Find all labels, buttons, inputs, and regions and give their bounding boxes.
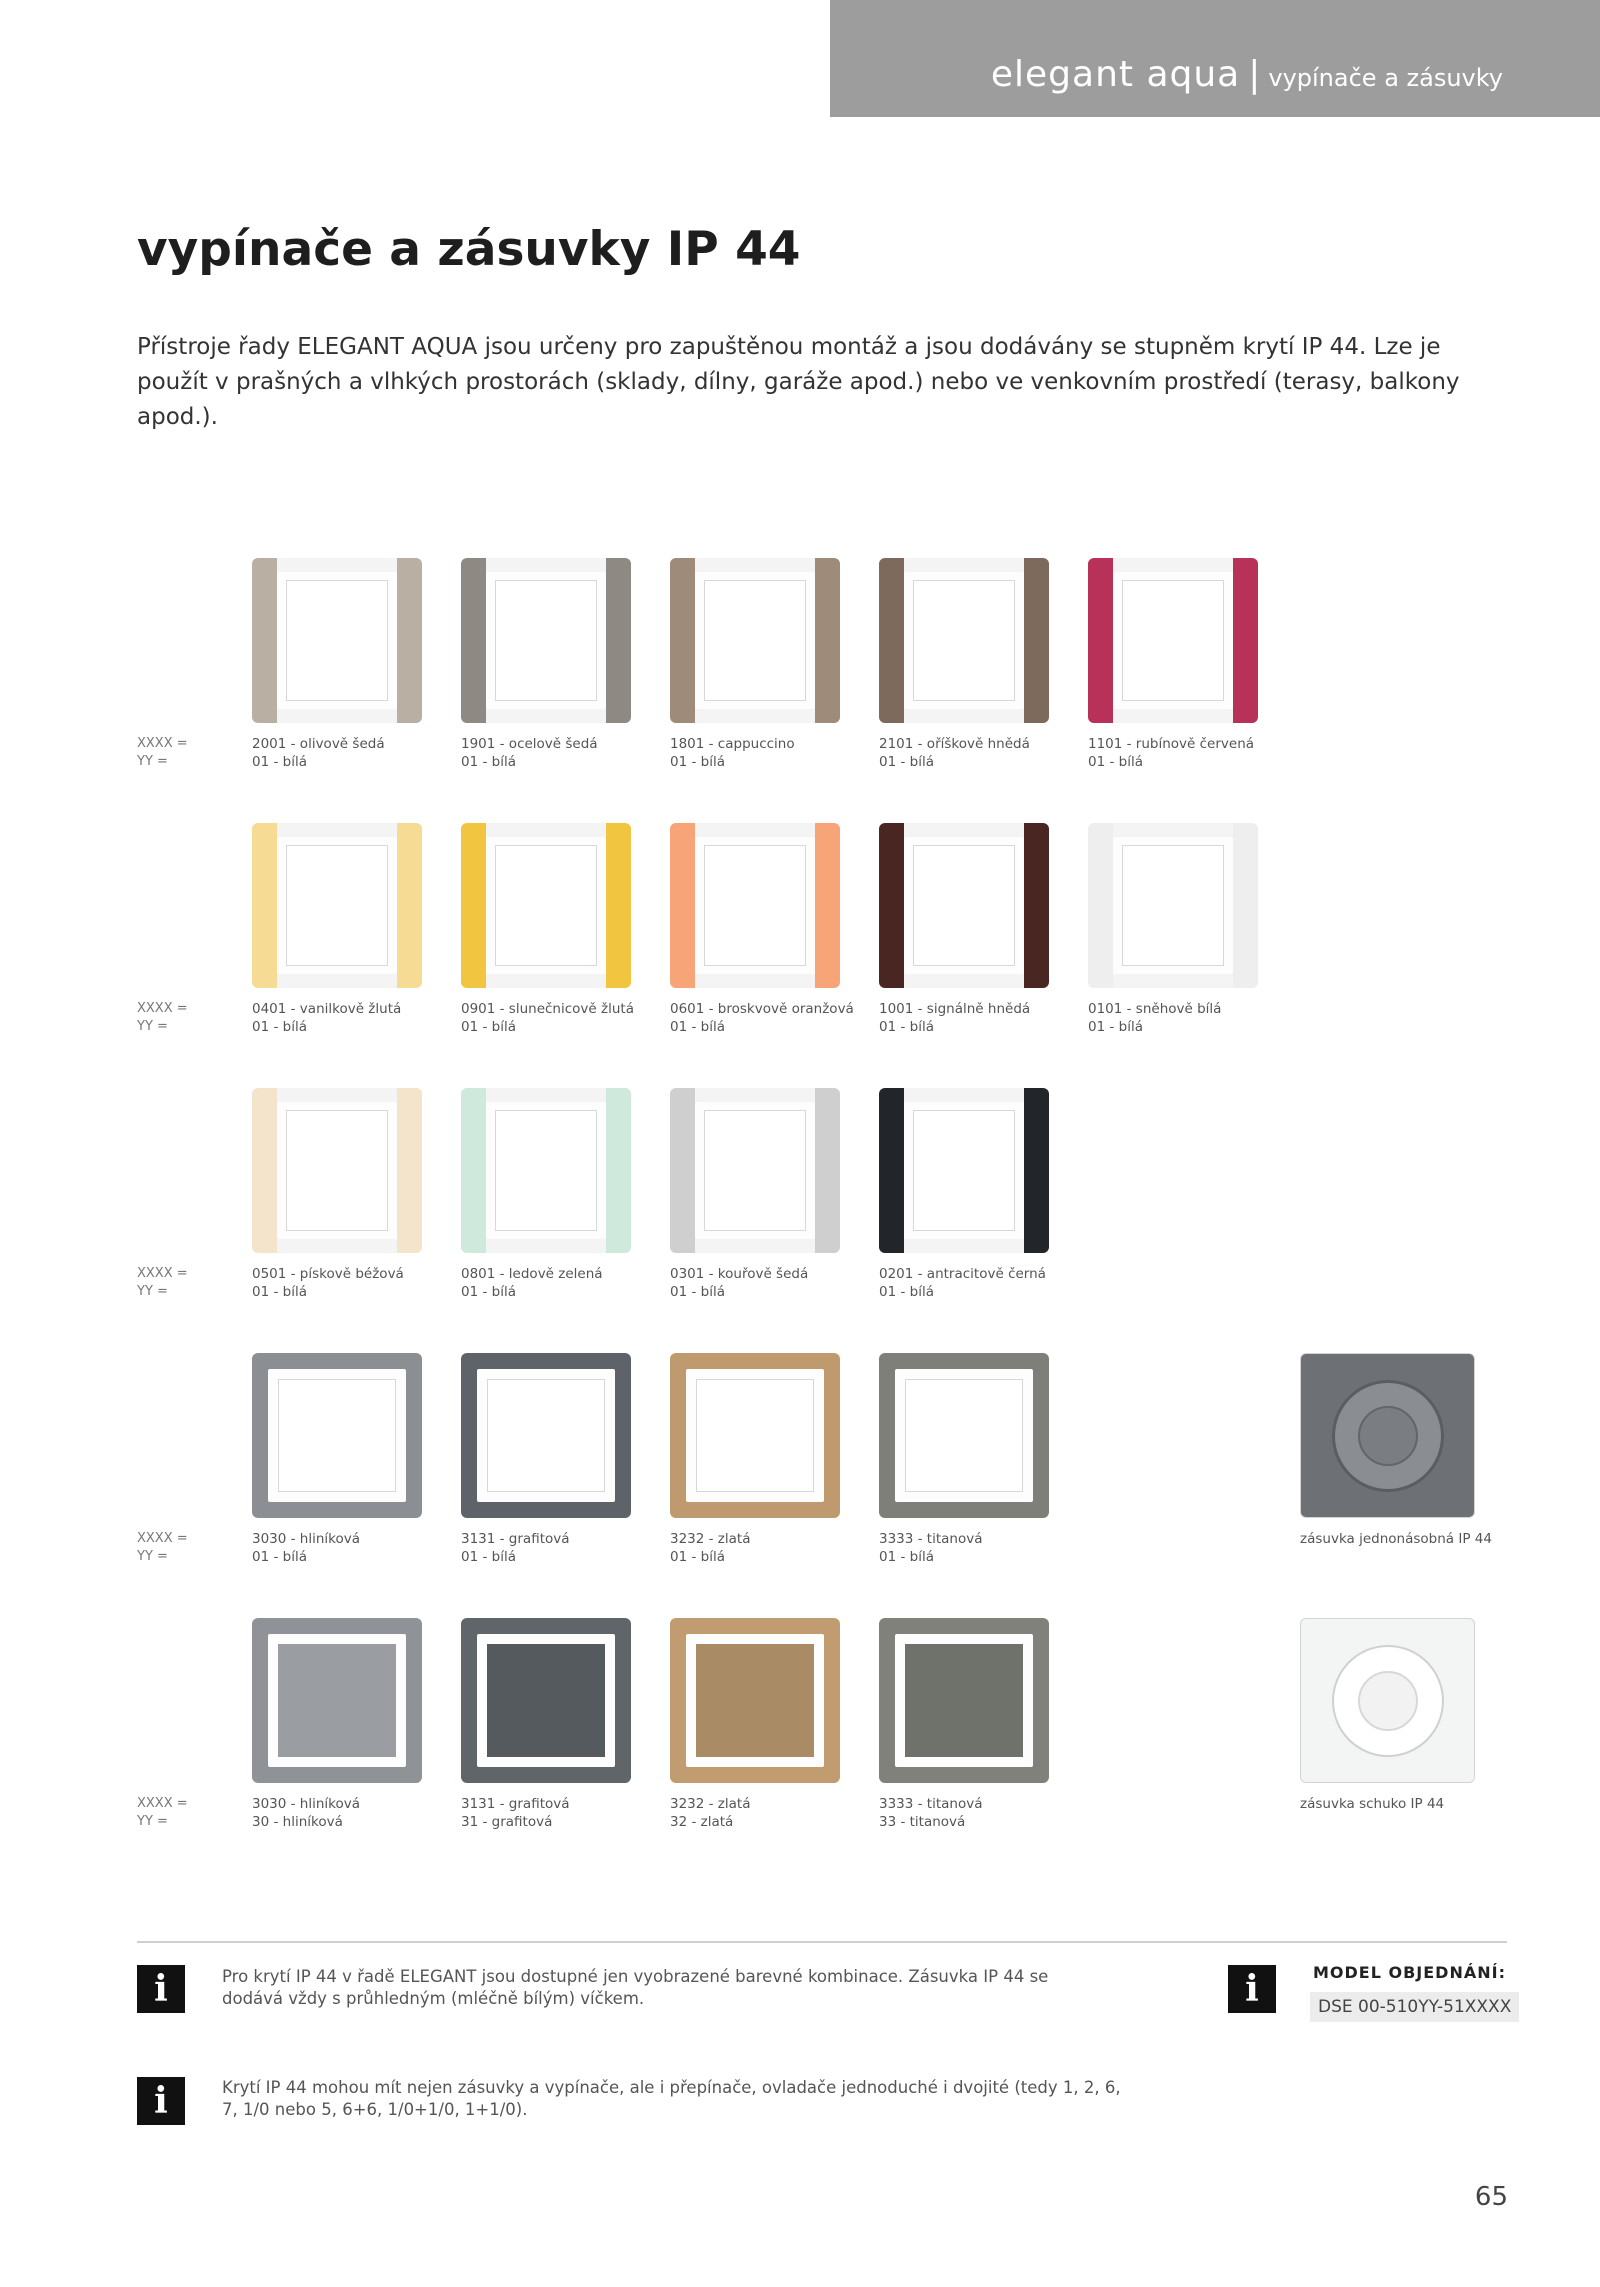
- socket-caption: zásuvka jednonásobná IP 44: [1300, 1531, 1492, 1547]
- frame-edge: [670, 823, 695, 988]
- switch-insert: [487, 1644, 605, 1757]
- color-swatch: [252, 1618, 462, 1878]
- swatch-caption: [1088, 735, 1308, 771]
- swatch-row: [0, 1088, 1600, 1348]
- swatch-caption: [879, 1000, 1099, 1036]
- color-swatch: [252, 1353, 462, 1613]
- color-swatch: [879, 1618, 1089, 1878]
- frame-image: [252, 558, 422, 723]
- key-insert-code: YY =: [137, 754, 168, 769]
- key-frame-code: XXXX =: [137, 1001, 188, 1016]
- frame-edge: [815, 558, 840, 723]
- frame-color-label: 2101 - oříškově hnědá: [879, 736, 1030, 752]
- color-swatch: [670, 1088, 880, 1348]
- swatch-caption: [461, 1530, 681, 1566]
- color-swatch: [670, 558, 880, 818]
- key-frame-code: XXXX =: [137, 736, 188, 751]
- frame-edge: [1233, 558, 1258, 723]
- swatch-caption: [879, 735, 1099, 771]
- page-title: vypínače a zásuvky IP 44: [137, 222, 801, 277]
- switch-insert: [696, 1644, 814, 1757]
- header-title: [991, 54, 1503, 95]
- color-swatch: [461, 1618, 671, 1878]
- color-swatch: [879, 558, 1089, 818]
- frame-image: [1088, 823, 1258, 988]
- swatch-caption: [670, 1000, 890, 1036]
- insert-color-label: 01 - bílá: [879, 754, 934, 770]
- frame-image: [1088, 558, 1258, 723]
- swatch-caption: [461, 1795, 681, 1831]
- switch-insert: [495, 580, 597, 701]
- frame-color-label: 0901 - slunečnicově žlutá: [461, 1001, 634, 1017]
- info-icon: i: [137, 2077, 185, 2125]
- switch-insert: [278, 1644, 396, 1757]
- swatch-row: [0, 1353, 1600, 1613]
- frame-image: [252, 823, 422, 988]
- frame-image: [252, 1088, 422, 1253]
- header-separator: |: [1248, 54, 1261, 95]
- switch-insert: [1122, 845, 1224, 966]
- color-swatch: [879, 823, 1089, 1083]
- color-swatch: [461, 823, 671, 1083]
- info-icon: i: [137, 1965, 185, 2013]
- insert-color-label: 31 - grafitová: [461, 1814, 553, 1830]
- key-insert-code: YY =: [137, 1549, 168, 1564]
- intro-paragraph: Přístroje řady ELEGANT AQUA jsou určeny pro zapuštěnou montáž a jsou dodávány se stupněm krytí IP 44. Lze je použít v prašných a vlhkých prostorách (sklady, dílny, garáže apod.) nebo ve venkovním prostředí (terasy, balkony apod.).: [137, 334, 1460, 430]
- insert-color-label: 01 - bílá: [879, 1549, 934, 1565]
- frame-color-label: 0201 - antracitově černá: [879, 1266, 1046, 1282]
- key-frame-code: XXXX =: [137, 1796, 188, 1811]
- switch-insert: [286, 1110, 388, 1231]
- frame-edge: [1024, 1088, 1049, 1253]
- frame-color-label: 3030 - hliníková: [252, 1796, 361, 1812]
- color-swatch: [252, 823, 462, 1083]
- socket-schuko-image: [1300, 1618, 1475, 1783]
- swatch-row: [0, 823, 1600, 1083]
- frame-image: [252, 1353, 422, 1518]
- frame-color-label: 3030 - hliníková: [252, 1531, 361, 1547]
- frame-edge: [670, 558, 695, 723]
- switch-insert: [696, 1379, 814, 1492]
- switch-insert: [913, 845, 1015, 966]
- switch-insert: [278, 1379, 396, 1492]
- frame-image: [461, 1353, 631, 1518]
- socket-face: [1358, 1406, 1418, 1466]
- color-swatch: [670, 1618, 880, 1878]
- socket-outlet: [1332, 1645, 1444, 1757]
- frame-edge: [252, 1088, 277, 1253]
- insert-color-label: 01 - bílá: [670, 1019, 725, 1035]
- switch-insert: [487, 1379, 605, 1492]
- swatch-caption: [252, 1265, 472, 1301]
- frame-color-label: 3333 - titanová: [879, 1796, 983, 1812]
- frame-edge: [397, 1088, 422, 1253]
- switch-insert: [913, 1110, 1015, 1231]
- frame-color-label: 2001 - olivově šedá: [252, 736, 385, 752]
- color-swatch: [252, 558, 462, 818]
- frame-color-label: 0501 - pískově béžová: [252, 1266, 404, 1282]
- switch-insert: [495, 845, 597, 966]
- switch-insert: [495, 1110, 597, 1231]
- frame-edge: [461, 558, 486, 723]
- frame-edge: [1233, 823, 1258, 988]
- row-key: [137, 1530, 188, 1566]
- frame-edge: [252, 558, 277, 723]
- note-ip44-devices: Krytí IP 44 mohou mít nejen zásuvky a vypínače, ale i přepínače, ovladače jednoduché i dvojité (tedy 1, 2, 6, 7, 1/0 nebo 5, 6+6, 1/0+1/0, 1+1/0).: [222, 2078, 1121, 2119]
- frame-color-label: 3131 - grafitová: [461, 1531, 570, 1547]
- key-insert-code: YY =: [137, 1814, 168, 1829]
- key-frame-code: XXXX =: [137, 1531, 188, 1546]
- insert-color-label: 01 - bílá: [461, 1019, 516, 1035]
- color-swatch: [879, 1088, 1089, 1348]
- switch-insert: [704, 580, 806, 701]
- frame-image: [879, 1353, 1049, 1518]
- swatch-caption: [670, 1795, 890, 1831]
- model-code: DSE 00-510YY-51XXXX: [1310, 1992, 1519, 2022]
- swatch-caption: [879, 1795, 1099, 1831]
- switch-insert: [905, 1379, 1023, 1492]
- frame-edge: [1088, 823, 1113, 988]
- header-band: [830, 0, 1600, 117]
- swatch-caption: [879, 1530, 1099, 1566]
- switch-insert: [286, 845, 388, 966]
- model-label: MODEL OBJEDNÁNÍ:: [1313, 1963, 1506, 1982]
- frame-color-label: 0401 - vanilkově žlutá: [252, 1001, 402, 1017]
- frame-image: [670, 558, 840, 723]
- frame-image: [461, 1618, 631, 1783]
- swatch-caption: [461, 1265, 681, 1301]
- insert-color-label: 01 - bílá: [670, 754, 725, 770]
- socket-outlet: [1332, 1380, 1444, 1492]
- frame-color-label: 3232 - zlatá: [670, 1796, 751, 1812]
- switch-insert: [286, 580, 388, 701]
- note-color-combinations: Pro krytí IP 44 v řadě ELEGANT jsou dostupné jen vyobrazené barevné kombinace. Zásuvka IP 44 se dodává vždy s průhledným (mléčně bílým) víčkem.: [222, 1967, 1049, 2008]
- frame-color-label: 1901 - ocelově šedá: [461, 736, 598, 752]
- frame-edge: [397, 558, 422, 723]
- series-name: elegant aqua: [990, 54, 1241, 95]
- frame-color-label: 1101 - rubínově červená: [1088, 736, 1255, 752]
- page-number: 65: [1474, 2182, 1508, 2212]
- insert-color-label: 01 - bílá: [1088, 1019, 1143, 1035]
- swatch-caption: [461, 1000, 681, 1036]
- color-swatch: [670, 1353, 880, 1613]
- frame-image: [879, 1088, 1049, 1253]
- frame-color-label: 3131 - grafitová: [461, 1796, 570, 1812]
- socket-single-image: [1300, 1353, 1475, 1518]
- switch-insert: [704, 845, 806, 966]
- key-insert-code: YY =: [137, 1284, 168, 1299]
- frame-color-label: 0801 - ledově zelená: [461, 1266, 603, 1282]
- frame-edge: [1088, 558, 1113, 723]
- frame-image: [252, 1618, 422, 1783]
- frame-edge: [1024, 823, 1049, 988]
- frame-edge: [815, 1088, 840, 1253]
- socket-face: [1358, 1671, 1418, 1731]
- frame-edge: [606, 558, 631, 723]
- frame-edge: [397, 823, 422, 988]
- insert-color-label: 01 - bílá: [879, 1284, 934, 1300]
- switch-insert: [1122, 580, 1224, 701]
- color-swatch: [461, 558, 671, 818]
- frame-edge: [815, 823, 840, 988]
- swatch-row: [0, 558, 1600, 818]
- insert-color-label: 01 - bílá: [461, 1284, 516, 1300]
- frame-image: [670, 1088, 840, 1253]
- swatch-row: [0, 1618, 1600, 1878]
- row-key: [137, 735, 188, 771]
- header-subtitle: vypínače a zásuvky: [1268, 64, 1503, 92]
- insert-color-label: 01 - bílá: [1088, 754, 1143, 770]
- frame-edge: [1024, 558, 1049, 723]
- frame-color-label: 3232 - zlatá: [670, 1531, 751, 1547]
- swatch-caption: [252, 1530, 472, 1566]
- swatch-caption: [252, 1000, 472, 1036]
- color-swatch: [1088, 823, 1298, 1083]
- frame-image: [670, 1353, 840, 1518]
- swatch-caption: [461, 735, 681, 771]
- frame-color-label: 0601 - broskvově oranžová: [670, 1001, 854, 1017]
- frame-image: [879, 1618, 1049, 1783]
- insert-color-label: 01 - bílá: [461, 1549, 516, 1565]
- key-insert-code: YY =: [137, 1019, 168, 1034]
- frame-edge: [670, 1088, 695, 1253]
- frame-image: [670, 823, 840, 988]
- row-key: [137, 1265, 188, 1301]
- insert-color-label: 01 - bílá: [670, 1284, 725, 1300]
- swatch-caption: [670, 735, 890, 771]
- row-key: [137, 1000, 188, 1036]
- swatch-caption: [1088, 1000, 1308, 1036]
- key-frame-code: XXXX =: [137, 1266, 188, 1281]
- frame-edge: [461, 823, 486, 988]
- frame-image: [670, 1618, 840, 1783]
- frame-edge: [252, 823, 277, 988]
- info-icon: i: [1228, 1965, 1276, 2013]
- frame-edge: [879, 558, 904, 723]
- frame-image: [461, 1088, 631, 1253]
- frame-image: [461, 823, 631, 988]
- frame-color-label: 1001 - signálně hnědá: [879, 1001, 1031, 1017]
- swatch-caption: [879, 1265, 1099, 1301]
- swatch-caption: [252, 1795, 472, 1831]
- insert-color-label: 01 - bílá: [670, 1549, 725, 1565]
- frame-image: [879, 823, 1049, 988]
- color-swatch: [879, 1353, 1089, 1613]
- insert-color-label: 01 - bílá: [252, 1549, 307, 1565]
- color-swatch: [1088, 558, 1298, 818]
- frame-color-label: 0101 - sněhově bílá: [1088, 1001, 1222, 1017]
- frame-image: [879, 558, 1049, 723]
- switch-insert: [704, 1110, 806, 1231]
- frame-edge: [461, 1088, 486, 1253]
- insert-color-label: 01 - bílá: [252, 1284, 307, 1300]
- frame-edge: [606, 823, 631, 988]
- frame-image: [461, 558, 631, 723]
- color-swatch: [670, 823, 880, 1083]
- insert-color-label: 33 - titanová: [879, 1814, 966, 1830]
- swatch-caption: [252, 735, 472, 771]
- frame-color-label: 0301 - kouřově šedá: [670, 1266, 809, 1282]
- color-swatch: [461, 1088, 671, 1348]
- insert-color-label: 30 - hliníková: [252, 1814, 343, 1830]
- row-key: [137, 1795, 188, 1831]
- color-swatch: [252, 1088, 462, 1348]
- frame-color-label: 3333 - titanová: [879, 1531, 983, 1547]
- insert-color-label: 01 - bílá: [879, 1019, 934, 1035]
- socket-caption: zásuvka schuko IP 44: [1300, 1796, 1445, 1812]
- insert-color-label: 01 - bílá: [252, 1019, 307, 1035]
- insert-color-label: 32 - zlatá: [670, 1814, 734, 1830]
- switch-insert: [905, 1644, 1023, 1757]
- frame-edge: [879, 823, 904, 988]
- frame-color-label: 1801 - cappuccino: [670, 736, 795, 752]
- swatch-caption: [670, 1530, 890, 1566]
- insert-color-label: 01 - bílá: [252, 754, 307, 770]
- swatch-caption: [670, 1265, 890, 1301]
- color-swatch: [461, 1353, 671, 1613]
- frame-edge: [606, 1088, 631, 1253]
- switch-insert: [913, 580, 1015, 701]
- frame-edge: [879, 1088, 904, 1253]
- divider: [137, 1941, 1507, 1943]
- insert-color-label: 01 - bílá: [461, 754, 516, 770]
